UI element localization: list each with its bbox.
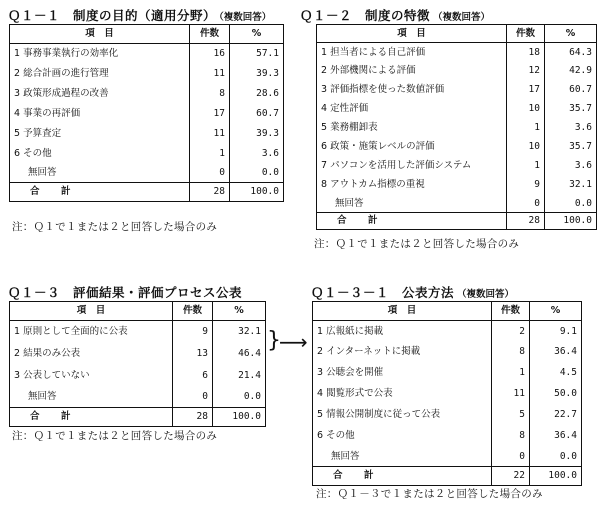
t4-header-pct: % [530, 302, 582, 321]
t2-subtitle: （複数回答） [433, 12, 491, 23]
row-pct: 39.3 [230, 124, 284, 144]
row-count: 2 [492, 321, 530, 342]
row-pct: 3.6 [545, 119, 597, 138]
t1-table [9, 24, 284, 202]
row-count: 1 [507, 157, 545, 176]
t1-note: 注：Ｑ１で１または２と回答した場合のみ [12, 221, 218, 233]
t2-header-row [317, 25, 597, 43]
row-label: 5 情報公開制度に従って公表 [313, 405, 492, 426]
table-row [317, 195, 597, 213]
total-row [317, 213, 597, 230]
t3-header-pct: % [213, 302, 266, 321]
row-label: 4 閲覧形式で公表 [313, 384, 492, 405]
total-pct: 100.0 [213, 408, 266, 427]
table-row [317, 62, 597, 81]
row-pct: 39.3 [230, 64, 284, 84]
row-label: 8 アウトカム指標の重視 [317, 176, 507, 195]
row-pct: 21.4 [213, 365, 266, 387]
row-count: 11 [190, 64, 230, 84]
row-label: 無回答 [313, 447, 492, 467]
t1-header-pct: % [230, 25, 284, 44]
brace-icon: } [267, 328, 281, 353]
row-count: 1 [507, 119, 545, 138]
t1-title-text: Ｑ１－１ 制度の目的（適用分野） [8, 8, 217, 23]
total-label: 合 計 [10, 183, 190, 202]
t2-table [316, 24, 597, 230]
row-pct: 64.3 [545, 43, 597, 62]
table-row [10, 84, 284, 104]
row-pct: 3.6 [545, 157, 597, 176]
table-row [313, 384, 582, 405]
row-pct: 0.0 [545, 195, 597, 213]
table-row [10, 321, 266, 343]
t1-subtitle: （複数回答） [219, 12, 272, 23]
row-label: 3 公表していない [10, 365, 173, 387]
t1-header-count: 件数 [190, 25, 230, 44]
row-label: 4 事業の再評価 [10, 104, 190, 124]
total-row [313, 467, 582, 486]
total-count: 22 [492, 467, 530, 486]
row-pct: 32.1 [545, 176, 597, 195]
total-pct: 100.0 [545, 213, 597, 230]
row-pct: 22.7 [530, 405, 582, 426]
row-pct: 36.4 [530, 426, 582, 447]
total-label: 合 計 [317, 213, 507, 230]
t4-title-text: Ｑ１－３－１ 公表方法 [311, 285, 455, 300]
row-label: 無回答 [317, 195, 507, 213]
row-pct: 35.7 [545, 100, 597, 119]
t3-header-item: 項 目 [10, 302, 173, 321]
t2-title-text: Ｑ１－２ 制度の特徴 [300, 8, 431, 23]
row-pct: 46.4 [213, 343, 266, 365]
t1-header-row [10, 25, 284, 44]
t2-note: 注：Ｑ１で１または２と回答した場合のみ [314, 238, 520, 250]
row-count: 0 [507, 195, 545, 213]
row-label: 2 総合計画の進行管理 [10, 64, 190, 84]
row-count: 1 [190, 144, 230, 164]
row-label: 5 業務棚卸表 [317, 119, 507, 138]
table-row [10, 387, 266, 408]
row-count: 5 [492, 405, 530, 426]
table-row [313, 321, 582, 342]
t2-title [300, 6, 490, 24]
total-row [10, 408, 266, 427]
row-count: 9 [173, 321, 213, 343]
row-pct: 50.0 [530, 384, 582, 405]
t3-title-text: Ｑ１－３ 評価結果・評価プロセス公表 [8, 285, 243, 300]
t4-table [312, 301, 582, 486]
table-row [313, 426, 582, 447]
arrow-right-icon: ⟶ [279, 330, 308, 354]
row-count: 11 [190, 124, 230, 144]
row-pct: 60.7 [230, 104, 284, 124]
table-row [317, 138, 597, 157]
row-count: 9 [507, 176, 545, 195]
row-label: 6 その他 [10, 144, 190, 164]
row-count: 18 [507, 43, 545, 62]
row-pct: 32.1 [213, 321, 266, 343]
table-row [313, 447, 582, 467]
table-row [317, 119, 597, 138]
row-count: 12 [507, 62, 545, 81]
t2-header-pct: % [545, 25, 597, 43]
row-pct: 0.0 [230, 164, 284, 183]
t4-header-count: 件数 [492, 302, 530, 321]
total-row [10, 183, 284, 202]
table-row [10, 44, 284, 64]
table-row [10, 343, 266, 365]
total-count: 28 [507, 213, 545, 230]
total-pct: 100.0 [530, 467, 582, 486]
row-label: 2 インターネットに掲載 [313, 342, 492, 363]
row-count: 10 [507, 138, 545, 157]
row-count: 17 [190, 104, 230, 124]
row-pct: 35.7 [545, 138, 597, 157]
table-row [317, 157, 597, 176]
row-count: 6 [173, 365, 213, 387]
table-row [317, 81, 597, 100]
row-pct: 28.6 [230, 84, 284, 104]
row-label: 1 広報紙に掲載 [313, 321, 492, 342]
row-label: 5 予算査定 [10, 124, 190, 144]
table-row [317, 176, 597, 195]
row-label: 6 政策・施策レベルの評価 [317, 138, 507, 157]
row-pct: 36.4 [530, 342, 582, 363]
row-pct: 57.1 [230, 44, 284, 64]
t4-note: 注：Ｑ１－３で１または２と回答した場合のみ [316, 488, 543, 500]
table-row [10, 104, 284, 124]
total-count: 28 [190, 183, 230, 202]
table-row [317, 100, 597, 119]
t2-header-item: 項 目 [317, 25, 507, 43]
table-row [10, 164, 284, 183]
row-count: 8 [492, 342, 530, 363]
row-count: 0 [173, 387, 213, 408]
row-label: 無回答 [10, 164, 190, 183]
row-label: 1 事務事業執行の効率化 [10, 44, 190, 64]
row-label: 3 公聴会を開催 [313, 363, 492, 384]
t4-title [311, 283, 514, 301]
t4-header-row [313, 302, 582, 321]
row-label: 3 政策形成過程の改善 [10, 84, 190, 104]
row-pct: 0.0 [213, 387, 266, 408]
row-label: 1 担当者による自己評価 [317, 43, 507, 62]
table-row [313, 405, 582, 426]
row-label: 7 パソコンを活用した評価システム [317, 157, 507, 176]
t4-subtitle: （複数回答） [457, 289, 515, 300]
row-pct: 0.0 [530, 447, 582, 467]
row-label: 2 結果のみ公表 [10, 343, 173, 365]
table-row [313, 363, 582, 384]
t3-title [8, 283, 242, 301]
row-pct: 60.7 [545, 81, 597, 100]
row-label: 1 原則として全面的に公表 [10, 321, 173, 343]
row-count: 0 [190, 164, 230, 183]
total-count: 28 [173, 408, 213, 427]
table-row [10, 64, 284, 84]
t3-header-count: 件数 [173, 302, 213, 321]
row-count: 0 [492, 447, 530, 467]
row-count: 1 [492, 363, 530, 384]
t1-title [8, 6, 271, 24]
row-count: 11 [492, 384, 530, 405]
row-count: 8 [492, 426, 530, 447]
t3-table [9, 301, 266, 427]
row-label: 6 その他 [313, 426, 492, 447]
row-count: 16 [190, 44, 230, 64]
row-pct: 3.6 [230, 144, 284, 164]
table-row [313, 342, 582, 363]
row-count: 13 [173, 343, 213, 365]
t4-header-item: 項 目 [313, 302, 492, 321]
row-count: 8 [190, 84, 230, 104]
total-label: 合 計 [313, 467, 492, 486]
row-pct: 42.9 [545, 62, 597, 81]
t3-note: 注：Ｑ１で１または２と回答した場合のみ [12, 430, 218, 442]
t1-header-item: 項 目 [10, 25, 190, 44]
table-row [317, 43, 597, 62]
row-label: 無回答 [10, 387, 173, 408]
row-label: 2 外部機関による評価 [317, 62, 507, 81]
total-pct: 100.0 [230, 183, 284, 202]
row-label: 3 評価指標を使った数値評価 [317, 81, 507, 100]
total-label: 合 計 [10, 408, 173, 427]
row-pct: 4.5 [530, 363, 582, 384]
table-row [10, 144, 284, 164]
t3-header-row [10, 302, 266, 321]
t2-header-count: 件数 [507, 25, 545, 43]
table-row [10, 365, 266, 387]
row-count: 17 [507, 81, 545, 100]
row-label: 4 定性評価 [317, 100, 507, 119]
table-row [10, 124, 284, 144]
row-count: 10 [507, 100, 545, 119]
row-pct: 9.1 [530, 321, 582, 342]
